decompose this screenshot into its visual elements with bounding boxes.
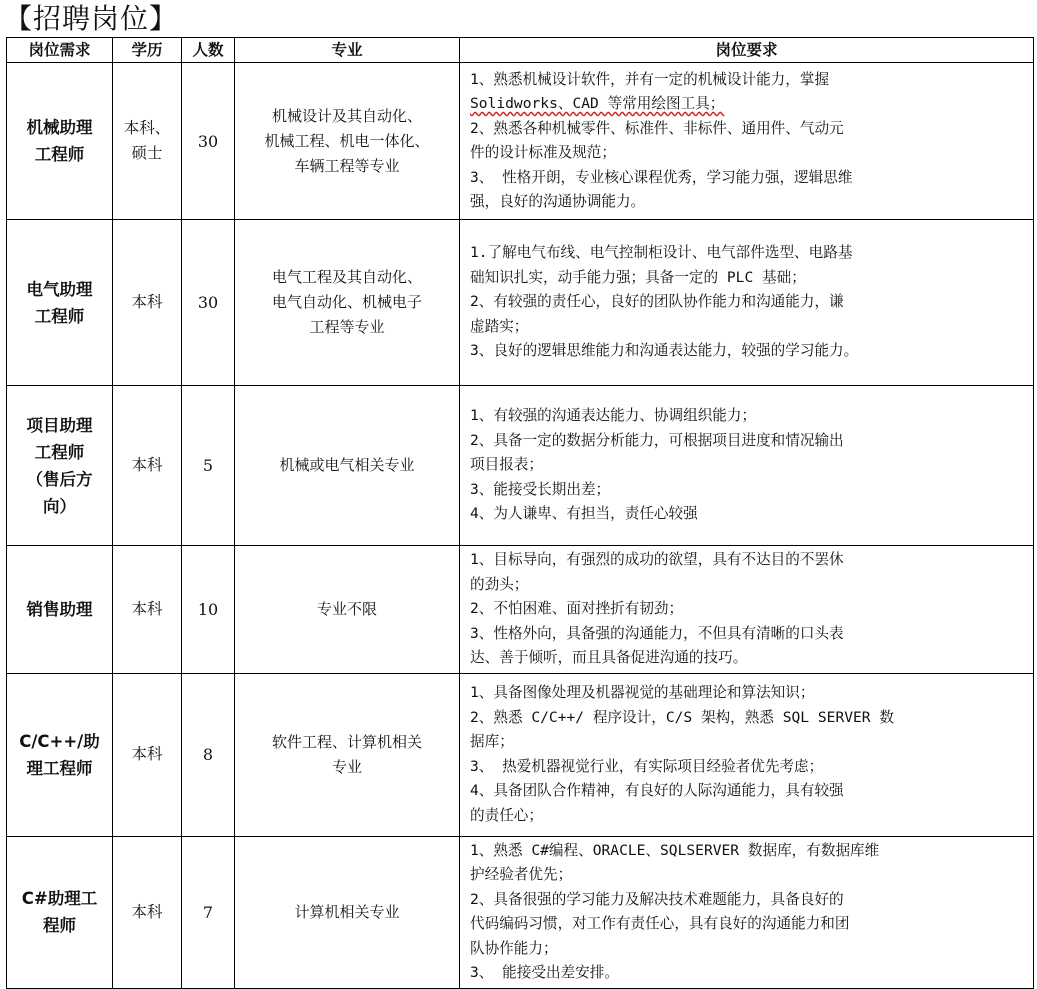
requirement-line: 1、熟悉机械设计软件，并有一定的机械设计能力，掌握 <box>470 70 830 88</box>
major-line: 专业不限 <box>316 599 377 618</box>
requirements-cell <box>460 386 1034 546</box>
table-header-row <box>7 38 1034 63</box>
header-requirements: 岗位要求 <box>460 38 1034 63</box>
position-line: 项目助理 <box>26 415 93 435</box>
requirement-line: 1、目标导向，有强烈的成功的欲望，具有不达目的不罢休 <box>470 551 844 568</box>
education-line: 本科、 <box>123 119 171 137</box>
count-cell: 30 <box>182 63 235 220</box>
education-line: 本科 <box>131 902 163 921</box>
requirement-line-spellcheck: Solidworks、CAD 等常用绘图工具； <box>470 95 725 112</box>
education-line: 本科 <box>131 293 163 311</box>
major-line: 车辆工程等专业 <box>294 156 400 175</box>
position-line: 工程师 <box>34 442 85 462</box>
major-line: 电气工程及其自动化、 <box>271 268 422 286</box>
major-cell <box>235 673 460 836</box>
position-line: C#助理工 <box>21 889 98 908</box>
recruitment-table <box>6 37 1034 989</box>
requirement-line: 1.了解电气布线、电气控制柜设计、电气部件选型、电路基 <box>470 244 853 262</box>
major-line: 机械工程、机电一体化、 <box>264 131 430 150</box>
position-line: 理工程师 <box>26 758 93 778</box>
requirement-line: 代码编码习惯，对工作有责任心，具有良好的沟通能力和团 <box>470 915 850 932</box>
requirement-line: 2、具备一定的数据分析能力，可根据项目进度和情况输出 <box>470 431 844 449</box>
position-cell <box>7 836 113 988</box>
major-line: 机械设计及其自动化、 <box>271 106 422 125</box>
major-line: 软件工程、计算机相关 <box>271 732 422 751</box>
education-line: 本科 <box>131 745 163 763</box>
requirement-line: 4、具备团队合作精神，有良好的人际沟通能力，具有较强 <box>470 782 844 799</box>
position-line: 向） <box>43 496 76 516</box>
count-cell: 5 <box>182 386 235 546</box>
requirement-line: 据库； <box>470 733 514 750</box>
requirement-line: 护经验者优先； <box>470 866 573 883</box>
page-title: 【招聘岗位】 <box>4 2 179 35</box>
requirement-line: 1、熟悉 C#编程、ORACLE、SQLSERVER 数据库，有数据库维 <box>470 841 880 859</box>
requirement-line: 的责任心； <box>470 806 543 824</box>
count-cell: 7 <box>182 836 235 988</box>
count-cell: 8 <box>182 673 235 836</box>
requirement-line: 3、性格外向，具备强的沟通能力，不但具有清晰的口头表 <box>470 624 844 642</box>
position-line: 电气助理 <box>26 279 93 299</box>
requirement-line: 3、良好的逻辑思维能力和沟通表达能力，较强的学习能力。 <box>470 342 859 360</box>
requirement-line: 3、 能接受出差安排。 <box>470 964 619 981</box>
table-row <box>7 220 1034 386</box>
header-count: 人数 <box>182 38 235 63</box>
requirement-line: 2、具备很强的学习能力及解决技术难题能力，具备良好的 <box>470 890 844 908</box>
requirement-line: 强，良好的沟通协调能力。 <box>470 193 646 210</box>
requirement-line: 件的设计标准及规范； <box>470 144 616 161</box>
requirement-line: 1、具备图像处理及机器视觉的基础理论和算法知识； <box>470 684 815 701</box>
position-cell <box>7 220 113 386</box>
requirement-line: 2、熟悉 C/C++/ 程序设计，C/S 架构，熟悉 SQL SERVER 数 <box>470 708 894 726</box>
position-line: 工程师 <box>34 306 85 326</box>
requirement-line: 虚踏实； <box>470 317 529 335</box>
position-cell <box>7 546 113 674</box>
major-cell <box>235 546 460 674</box>
major-line: 计算机相关专业 <box>294 902 400 921</box>
position-cell <box>7 63 113 220</box>
position-line: （售后方 <box>26 469 93 489</box>
requirement-line: 2、熟悉各种机械零件、标准件、非标件、通用件、气动元 <box>470 119 844 137</box>
requirements-cell <box>460 63 1034 220</box>
major-cell <box>235 63 460 220</box>
major-cell <box>235 836 460 988</box>
count-cell: 30 <box>182 220 235 386</box>
table-row <box>7 673 1034 836</box>
header-position: 岗位需求 <box>7 38 113 63</box>
major-line: 电气自动化、机械电子 <box>271 293 422 311</box>
major-cell <box>235 386 460 546</box>
requirement-line: 3、 性格开朗，专业核心课程优秀，学习能力强，逻辑思维 <box>470 168 853 186</box>
position-line: 程师 <box>43 916 76 935</box>
table-row <box>7 546 1034 674</box>
position-line: 销售助理 <box>26 599 93 619</box>
requirement-line: 项目报表； <box>470 456 543 474</box>
requirement-line: 础知识扎实，动手能力强；具备一定的 PLC 基础； <box>470 268 806 286</box>
education-cell <box>113 546 182 674</box>
requirement-line: 队协作能力； <box>470 939 558 957</box>
position-line: C/C++/助 <box>19 731 100 751</box>
count-cell: 10 <box>182 546 235 674</box>
table-row <box>7 63 1034 220</box>
requirements-cell <box>460 546 1034 674</box>
header-education: 学历 <box>113 38 182 63</box>
major-line: 专业 <box>331 757 362 776</box>
requirement-line: 3、 热爱机器视觉行业，有实际项目经验者优先考虑； <box>470 757 824 775</box>
requirement-line: 4、为人谦卑、有担当，责任心较强 <box>470 505 698 523</box>
requirement-line: 的劲头； <box>470 575 529 593</box>
education-cell <box>113 220 182 386</box>
major-line: 机械或电气相关专业 <box>279 456 415 474</box>
education-line: 硕士 <box>131 144 163 162</box>
requirement-line: 3、能接受长期出差； <box>470 480 611 498</box>
education-cell <box>113 63 182 220</box>
major-cell <box>235 220 460 386</box>
requirement-line: 2、不怕困难、面对挫折有韧劲； <box>470 600 684 617</box>
education-line: 本科 <box>131 456 163 474</box>
position-cell <box>7 673 113 836</box>
table-row <box>7 836 1034 988</box>
education-line: 本科 <box>131 599 163 618</box>
requirements-cell <box>460 220 1034 386</box>
requirement-line: 2、有较强的责任心，良好的团队协作能力和沟通能力，谦 <box>470 293 844 311</box>
major-line: 工程等专业 <box>309 318 385 336</box>
education-cell <box>113 836 182 988</box>
requirement-line: 达、善于倾听，而且具备促进沟通的技巧。 <box>470 649 748 666</box>
requirement-line: 1、有较强的沟通表达能力、协调组织能力； <box>470 407 757 425</box>
position-cell <box>7 386 113 546</box>
position-line: 工程师 <box>34 145 85 164</box>
requirements-cell <box>460 836 1034 988</box>
position-line: 机械助理 <box>26 118 93 137</box>
requirements-cell <box>460 673 1034 836</box>
education-cell <box>113 673 182 836</box>
header-major: 专业 <box>235 38 460 63</box>
table-row <box>7 386 1034 546</box>
education-cell <box>113 386 182 546</box>
